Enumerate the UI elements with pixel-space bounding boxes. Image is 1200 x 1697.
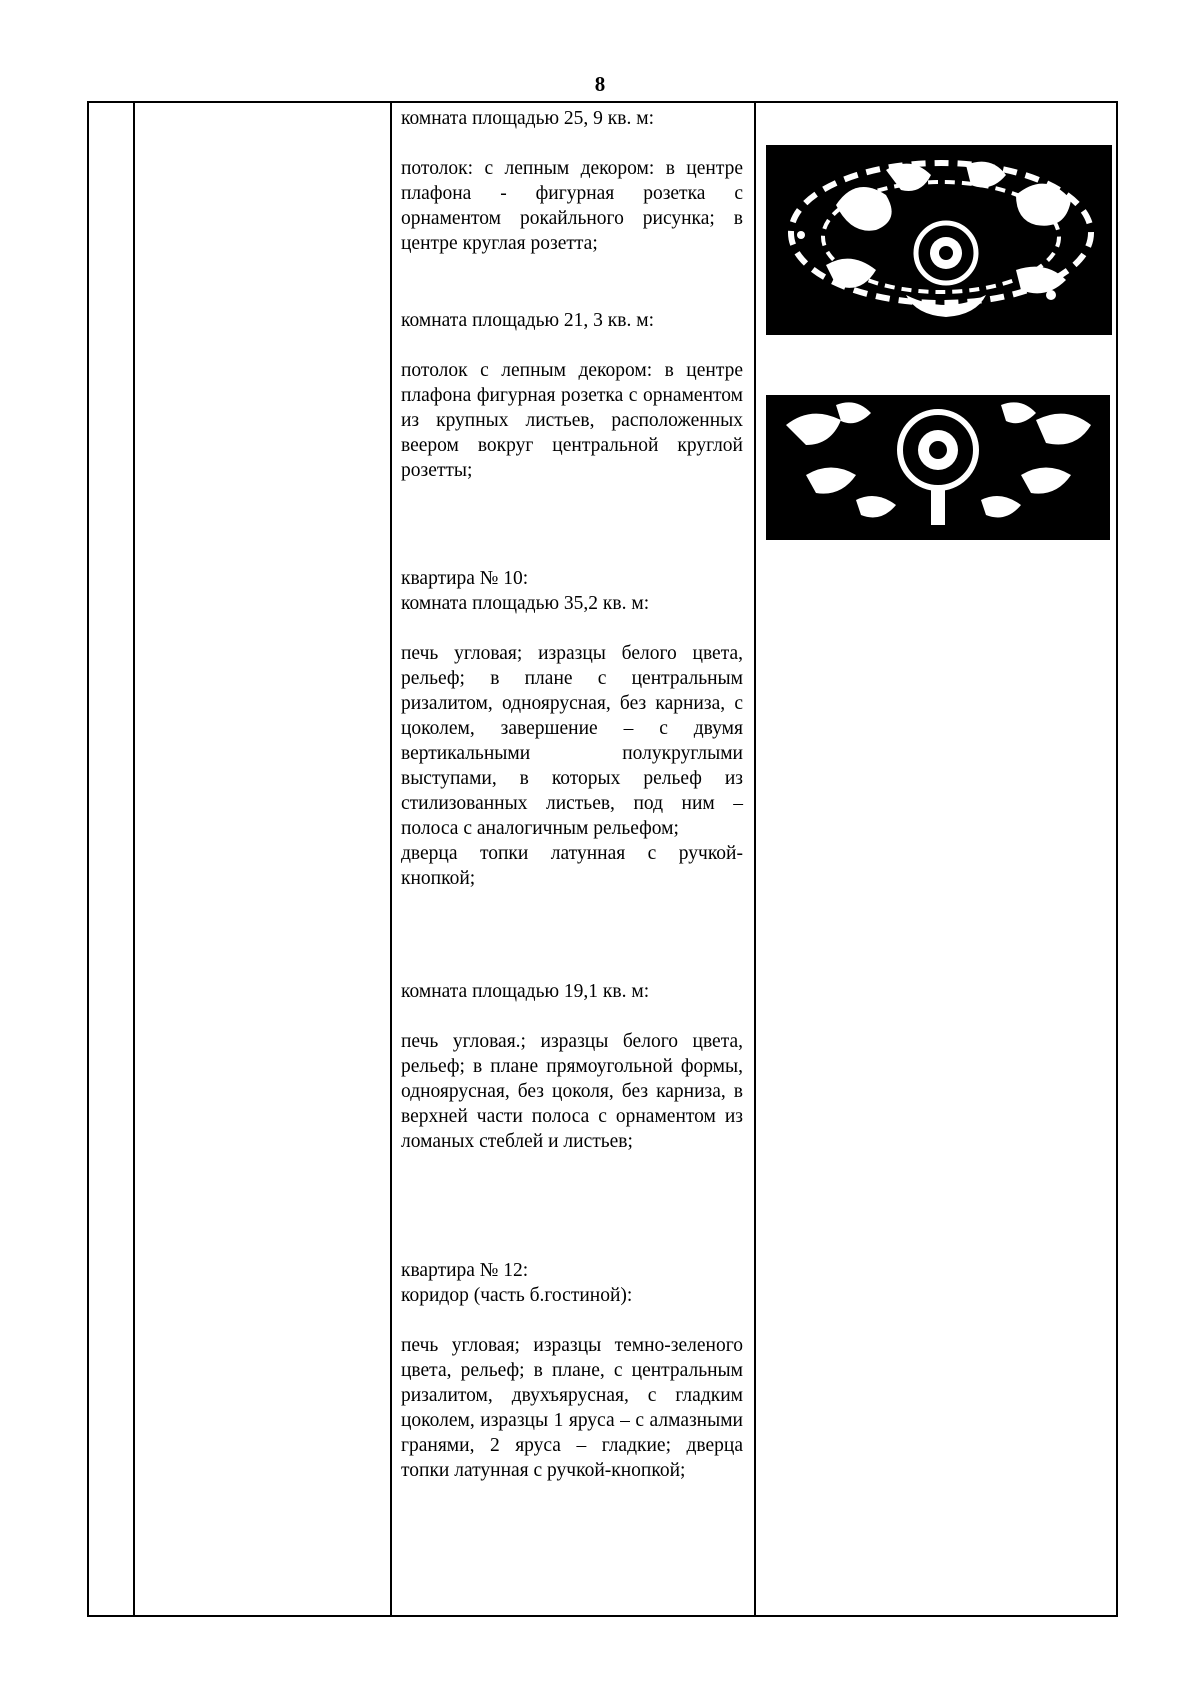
block-apartment-10 (401, 566, 743, 891)
column-divider-1 (133, 101, 135, 1617)
apartment-heading: квартира № 10: (401, 568, 529, 589)
column-divider-2 (390, 101, 392, 1617)
block-heading: комната площадью 25, 9 кв. м: (401, 108, 654, 129)
block-room-21-3 (401, 308, 743, 483)
block-apartment-12 (401, 1258, 743, 1483)
ceiling-rosette-rocaille-photo (766, 145, 1112, 335)
column-divider-3 (754, 101, 756, 1617)
block-heading: комната площадью 35,2 кв. м: (401, 593, 650, 614)
block-text: потолок: с лепным декором: в центре плафона - фигурная розетка с орнаментом рокайльного рисунка; в центре круглая розетта; (401, 158, 743, 254)
block-room-19-1 (401, 979, 743, 1154)
page-number: 8 (594, 72, 606, 96)
block-heading: комната площадью 19,1 кв. м: (401, 981, 650, 1002)
block-heading: коридор (часть б.гостиной): (401, 1285, 633, 1306)
ceiling-rosette-leaves-photo (766, 365, 1110, 540)
block-text-2: дверца топки латунная с ручкой-кнопкой; (401, 843, 743, 889)
block-text: потолок с лепным декором: в центре плафона фигурная розетка с орнаментом из крупных листьев, расположенных веером вокруг центральной круглой розетты; (401, 360, 743, 481)
block-text: печь угловая; изразцы белого цвета, рельеф; в плане с центральным ризалитом, одноярусная, без карниза, с цоколем, завершение – с двумя вертикальными полукруглыми выступами, в которых рельеф из стилизованных листьев, под ним – полоса с аналогичным рельефом; (401, 643, 743, 839)
block-room-25-9 (401, 106, 743, 256)
block-heading: комната площадью 21, 3 кв. м: (401, 310, 654, 331)
block-text: печь угловая.; изразцы белого цвета, рельеф; в плане прямоугольной формы, одноярусная, без цоколя, без карниза, в верхней части полоса с орнаментом из ломаных стеблей и листьев; (401, 1031, 743, 1152)
apartment-heading: квартира № 12: (401, 1260, 529, 1281)
block-text: печь угловая; изразцы темно-зеленого цвета, рельеф; в плане, с центральным ризалитом, двухъярусная, с гладким цоколем, изразцы 1 яруса – с алмазными гранями, 2 яруса – гладкие; дверца топки латунная с ручкой-кнопкой; (401, 1335, 743, 1481)
